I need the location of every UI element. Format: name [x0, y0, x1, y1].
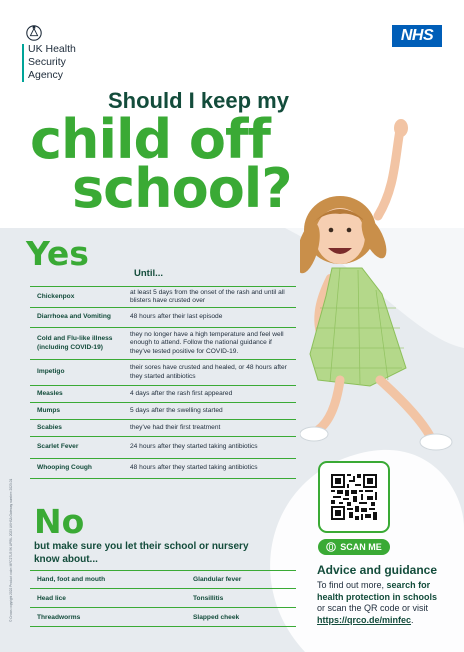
- org-name-line: UK Health: [28, 43, 76, 55]
- copyright-side-text: [6, 430, 14, 630]
- no-heading: No: [34, 502, 85, 541]
- headline-line-1: Should I keep my: [108, 88, 289, 113]
- table-row: [30, 437, 296, 459]
- until-condition: 48 hours after their last episode: [130, 313, 223, 321]
- table-row: [30, 403, 296, 420]
- table-row: [30, 328, 296, 360]
- until-condition: their sores have crusted and healed, or 48 hours after they started antibiotics: [130, 364, 287, 380]
- royal-crest-icon: [25, 24, 43, 42]
- advice-text-suffix: .: [411, 614, 414, 625]
- table-row: [30, 420, 296, 437]
- advice-link[interactable]: https://qrco.de/minfec: [317, 614, 412, 625]
- org-name-line: Agency: [28, 69, 64, 81]
- until-condition: they've had their first treatment: [130, 423, 221, 431]
- table-row: [30, 589, 296, 608]
- illness-name: Tonsillitis: [193, 594, 224, 602]
- qr-code[interactable]: [318, 461, 390, 533]
- illness-name: Impetigo: [37, 368, 65, 376]
- scan-me-label: SCAN ME: [340, 542, 382, 552]
- headline-line-3: school?: [72, 157, 292, 220]
- table-row: [30, 308, 296, 328]
- advice-title: Advice and guidance: [317, 563, 438, 577]
- illness-name: Measles: [37, 389, 63, 397]
- until-condition: 48 hours after they started taking antibiotics: [130, 464, 258, 472]
- illness-name: Scabies: [37, 423, 62, 431]
- advice-text: [317, 580, 445, 626]
- until-condition: they no longer have a high temperature and feel well enough to attend. Follow the national guidance if they've tested positive for COVID-19.: [130, 330, 284, 355]
- table-row: [30, 386, 296, 403]
- scan-me-button[interactable]: [318, 539, 390, 555]
- illness-name: Scarlet Fever: [37, 443, 79, 451]
- illness-name: Diarrhoea and Vomiting: [37, 313, 111, 321]
- until-condition: 24 hours after they started taking antibiotics: [130, 443, 258, 451]
- table-row: [30, 570, 296, 589]
- nhs-logo: NHS: [392, 25, 442, 47]
- illness-name: Slapped cheek: [193, 613, 240, 621]
- org-name-line: Security: [28, 56, 66, 68]
- yes-heading: Yes: [26, 234, 89, 273]
- illness-name: Whooping Cough: [37, 464, 92, 472]
- phone-icon: [326, 542, 336, 552]
- illness-name: Glandular fever: [193, 576, 242, 583]
- inform-table: [30, 570, 296, 627]
- table-row: [30, 459, 296, 479]
- ukhsa-logo: [22, 22, 122, 84]
- exclusion-table: [30, 286, 296, 479]
- table-row: [30, 608, 296, 627]
- copyright-text: © Crown copyright 2022 Product code: MFC2TU5 5K APRIL 2023 UKHSA Gateway number: 2023-01: [9, 478, 13, 622]
- qr-code-icon: [331, 474, 377, 520]
- advice-text-mid: or scan the QR code or visit: [317, 603, 429, 613]
- until-condition: 4 days after the rash first appeared: [130, 389, 233, 397]
- headline-line-2: child off: [30, 108, 271, 171]
- jumping-girl-illustration: [300, 118, 464, 458]
- advice-text-bold: search for health protection in schools: [317, 580, 438, 602]
- illness-name: Hand, foot and mouth: [37, 576, 106, 583]
- table-row: [30, 286, 296, 308]
- until-label: Until...: [134, 268, 164, 279]
- no-subheading: but make sure you let their school or nursery know about...: [34, 541, 249, 565]
- illness-name: Threadworms: [37, 613, 81, 621]
- illness-name: Chickenpox: [37, 292, 75, 300]
- until-condition: 5 days after the swelling started: [130, 406, 223, 414]
- table-row: [30, 360, 296, 386]
- illness-name: Mumps: [37, 406, 61, 414]
- illness-name: Head lice: [37, 594, 66, 602]
- advice-text-prefix: To find out more,: [317, 580, 387, 590]
- until-condition: at least 5 days from the onset of the rash and until all blisters have crusted over: [130, 288, 285, 304]
- illness-name: Cold and Flu-like illness (including COVID-19): [37, 335, 113, 351]
